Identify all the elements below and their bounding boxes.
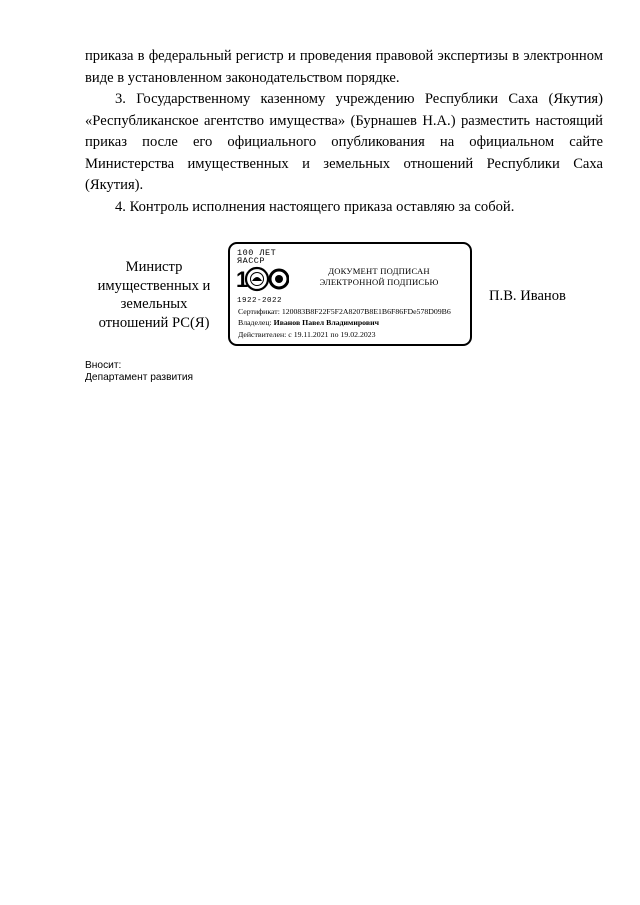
certificate-line [238,307,451,316]
stamp-heading-line: ЭЛЕКТРОННОЙ ПОДПИСЬЮ [319,276,439,287]
introduced-by [85,360,193,384]
owner-label: Владелец: [238,318,272,327]
emblem-icon [235,265,289,295]
minister-title-line: Министр [125,259,183,275]
certificate-value: 120083B8F22F5F2A8207B8E1B6F86FDe578D09B6 [281,307,451,316]
owner-value: Иванов Павел Владимирович [273,318,379,327]
validity-line [238,330,376,339]
paragraph-item-3: 3. Государственному казенному учреждению Республики Саха (Якутия) «Республиканское агентство имущества» (Бурнашев Н.А.) разместить настоящий приказ после его официального опубликования на официальном сайте Министерства имущественных и земельных отношений Республики Саха (Якутия). [85,91,603,193]
signer-name: П.В. Иванов [489,288,566,304]
stamp-heading [294,266,464,287]
paragraph-continuation: приказа в федеральный регистр и проведения правовой экспертизы в электронном виде в установленном законодательством порядке. [85,48,603,86]
anniversary-logo [235,249,289,307]
logo-text: ЯАССР [237,256,266,266]
electronic-signature-stamp [228,242,472,346]
introduced-label: Вносит: [85,360,122,371]
minister-title-line: земельных [120,296,188,313]
svg-text:1: 1 [236,267,249,292]
minister-title-line: имущественных и [97,277,211,294]
minister-title [80,258,228,332]
validity-label: Действителен: [238,330,287,339]
logo-text: 100 ЛЕТ [237,248,277,258]
logo-text: 1922-2022 [237,297,283,305]
minister-title-line: отношений РС(Я) [98,314,210,331]
owner-line [238,318,379,327]
validity-value: с 19.11.2021 по 19.02.2023 [288,330,376,339]
introduced-value: Департамент развития [85,372,194,383]
stamp-heading-line: ДОКУМЕНТ ПОДПИСАН [328,266,430,276]
document-body [85,46,603,218]
certificate-label: Сертификат: [238,307,280,316]
paragraph-item-4: 4. Контроль исполнения настоящего приказа оставляю за собой. [115,198,515,215]
